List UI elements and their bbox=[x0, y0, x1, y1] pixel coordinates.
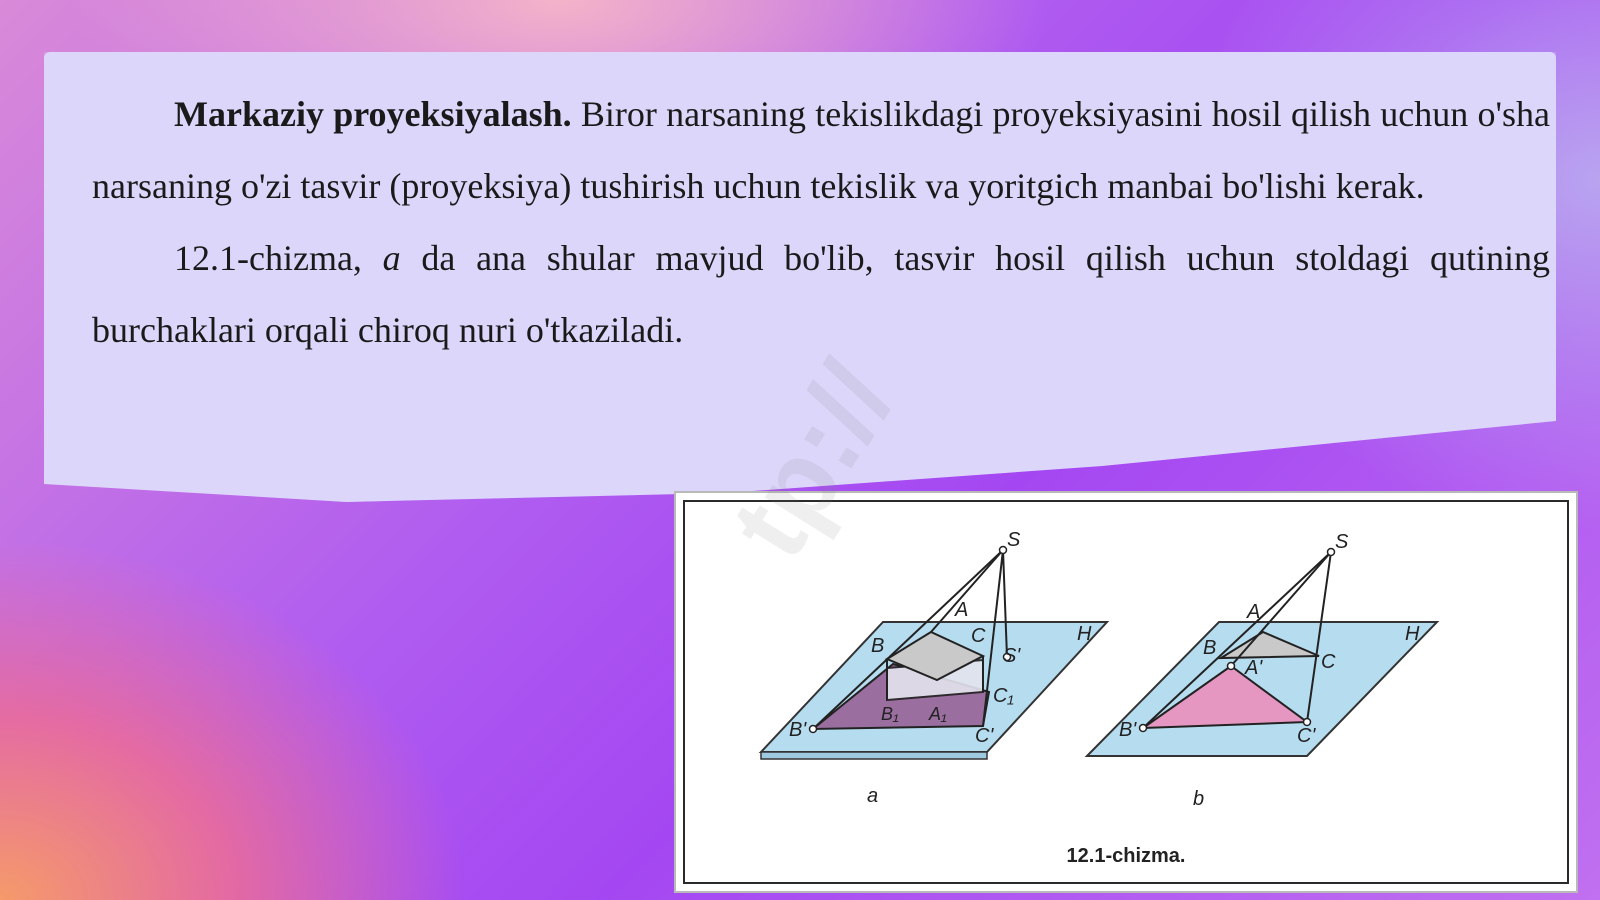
paragraph-1 bbox=[92, 78, 1550, 222]
point-b-a-prime bbox=[1228, 663, 1235, 670]
label-a-a: A bbox=[955, 599, 969, 621]
paragraph-1-text: Biror narsaning tekislikdagi proyeksiyasini hosil qilish uchun o'sha narsaning o'zi tasvir (proyeksiya) tushirish uchun tekislik va yoritgich manbai bo'lishi kerak. bbox=[92, 94, 1550, 206]
point-b-b-prime bbox=[1140, 725, 1147, 732]
figure-caption: 12.1-chizma. bbox=[1066, 845, 1186, 867]
point-s bbox=[1000, 547, 1007, 554]
label-b-c-prime: C' bbox=[1297, 725, 1316, 747]
sub-label-a: a bbox=[867, 785, 879, 807]
label-a-c-prime: C' bbox=[975, 725, 994, 747]
projection-diagram bbox=[685, 502, 1571, 886]
body-text bbox=[92, 78, 1550, 366]
paragraph-2-before: 12.1-chizma, bbox=[174, 238, 383, 278]
label-b-a-prime: A' bbox=[1245, 657, 1263, 679]
paragraph-2-after: da ana shular mavjud bo'lib, tasvir hosil qilish uchun stoldagi qutining burchaklari orqali chiroq nuri o'tkaziladi. bbox=[92, 238, 1550, 350]
figure-12-1 bbox=[674, 342, 1578, 893]
label-a-b: B bbox=[871, 635, 885, 657]
paragraph-2-italic: a bbox=[382, 238, 401, 278]
diagram-b bbox=[1087, 531, 1437, 756]
label-b-b: B bbox=[1203, 637, 1217, 659]
label-a-b-prime: B' bbox=[789, 719, 807, 741]
plane-h-a-edge bbox=[761, 752, 987, 759]
label-b-h: H bbox=[1405, 623, 1420, 645]
paragraph-2 bbox=[92, 222, 1550, 366]
label-a-s: S bbox=[1007, 529, 1021, 551]
label-a-c: C bbox=[971, 625, 986, 647]
label-a-b1: B₁ bbox=[881, 704, 899, 724]
figure-frame bbox=[683, 342, 1569, 884]
label-b-c: C bbox=[1321, 651, 1336, 673]
label-b-b-prime: B' bbox=[1119, 719, 1137, 741]
label-a-c1: C₁ bbox=[993, 685, 1014, 707]
label-a-a1: A₁ bbox=[929, 704, 947, 724]
paragraph-1-heading: Markaziy proyeksiyalash. bbox=[174, 94, 572, 134]
label-a-h: H bbox=[1077, 623, 1092, 645]
watermark: tp:// bbox=[706, 342, 918, 579]
label-a-s-prime: S' bbox=[1003, 645, 1021, 667]
point-b-prime bbox=[810, 726, 817, 733]
label-b-s: S bbox=[1335, 531, 1349, 553]
diagram-a bbox=[761, 529, 1107, 759]
label-b-a: A bbox=[1247, 601, 1261, 623]
sub-label-b: b bbox=[1193, 788, 1205, 810]
point-b-s bbox=[1328, 549, 1335, 556]
